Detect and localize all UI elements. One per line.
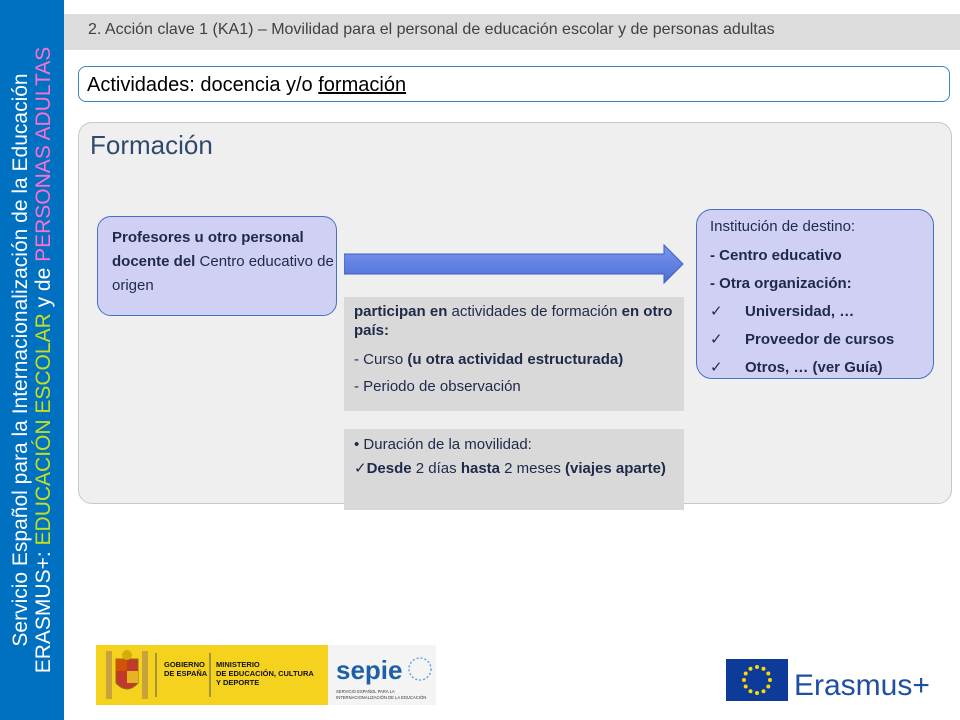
sidebar-line2-green: EDUCACIÓN ESCOLAR xyxy=(32,313,55,546)
duration-text xyxy=(354,434,684,479)
gobierno-line: DE ESPAÑA xyxy=(164,669,208,678)
page-title: Formación xyxy=(90,130,213,160)
coat-of-arms-icon xyxy=(96,645,328,705)
check-icon: ✓ xyxy=(354,460,367,477)
eu-flag-icon xyxy=(726,659,936,705)
destination-check-label: Universidad, … xyxy=(745,303,855,320)
sidebar-line1: Servicio Español para la Internacionalización de la Educación xyxy=(9,73,32,647)
source-text xyxy=(112,226,362,298)
duration-bullet: • Duración de la movilidad: xyxy=(354,436,532,453)
activities-bold: en otro país: xyxy=(354,303,673,339)
activities-text xyxy=(354,302,684,396)
erasmus-logo xyxy=(726,659,936,705)
header-bar xyxy=(64,14,960,50)
header-breadcrumb: 2. Acción clave 1 (KA1) – Movilidad para el personal de educación escolar y de personas adultas xyxy=(88,21,775,38)
sidebar xyxy=(0,0,64,720)
destination-heading: Institución de destino: xyxy=(710,218,856,235)
erasmus-wordmark: Erasmus+ xyxy=(794,669,930,702)
activities-line xyxy=(354,302,684,340)
subtitle-link[interactable]: formación xyxy=(318,74,407,96)
source-normal: Centro educativo de origen xyxy=(112,253,334,294)
check-icon: ✓ xyxy=(710,359,723,376)
duration-line xyxy=(354,458,684,479)
subtitle-box xyxy=(78,66,950,102)
activities-bold: (u otra actividad estructurada) xyxy=(407,351,624,368)
duration-bold: Desde xyxy=(366,460,412,477)
subtitle-prefix: Actividades: docencia y/o xyxy=(87,74,319,96)
sidebar-line2-mid: y de xyxy=(32,261,55,314)
activities-normal: - Curso xyxy=(354,351,408,368)
source-bold: Profesores u otro personal docente del xyxy=(112,229,304,270)
sepie-sub-line: INTERNACIONALIZACIÓN DE LA EDUCACIÓN xyxy=(336,695,427,700)
ministerio-line: Y DEPORTE xyxy=(216,678,260,687)
activities-line xyxy=(354,350,684,369)
activities-normal: actividades de formación xyxy=(447,303,622,320)
ministerio-line: DE EDUCACIÓN, CULTURA xyxy=(216,669,314,678)
subtitle-text xyxy=(87,74,406,97)
sepie-icon xyxy=(328,645,436,705)
activities-bold: participan en xyxy=(354,303,448,320)
activities-line: - Periodo de observación xyxy=(354,378,521,395)
check-icon: ✓ xyxy=(710,303,723,320)
destination-item: - Otra organización: xyxy=(710,275,852,292)
check-icon: ✓ xyxy=(710,331,723,348)
duration-bold: (viajes aparte) xyxy=(565,460,666,477)
duration-normal: 2 meses xyxy=(500,460,566,477)
gobierno-logo xyxy=(96,645,328,705)
destination-check-item xyxy=(710,326,950,354)
sidebar-caption xyxy=(9,0,55,720)
ministerio-line: MINISTERIO xyxy=(216,660,260,669)
destination-check-item xyxy=(710,298,950,326)
sepie-name: sepie xyxy=(336,655,403,685)
sidebar-line2 xyxy=(32,0,55,720)
duration-bold: hasta xyxy=(460,460,500,477)
destination-check-label: Proveedor de cursos xyxy=(745,331,895,348)
sepie-sub-line: SERVICIO ESPAÑOL PARA LA xyxy=(336,689,395,694)
sidebar-line2-pink: PERSONAS ADULTAS xyxy=(32,46,55,262)
right-arrow-icon xyxy=(344,243,684,285)
destination-item: - Centro educativo xyxy=(710,247,842,264)
sidebar-line2-prefix: ERASMUS+: xyxy=(32,545,55,674)
duration-normal: 2 días xyxy=(411,460,461,477)
sepie-logo xyxy=(328,645,436,705)
destination-text xyxy=(710,212,950,382)
destination-check-item xyxy=(710,354,950,382)
destination-check-label: Otros, … (ver Guía) xyxy=(745,359,883,376)
gobierno-line: GOBIERNO xyxy=(164,660,205,669)
